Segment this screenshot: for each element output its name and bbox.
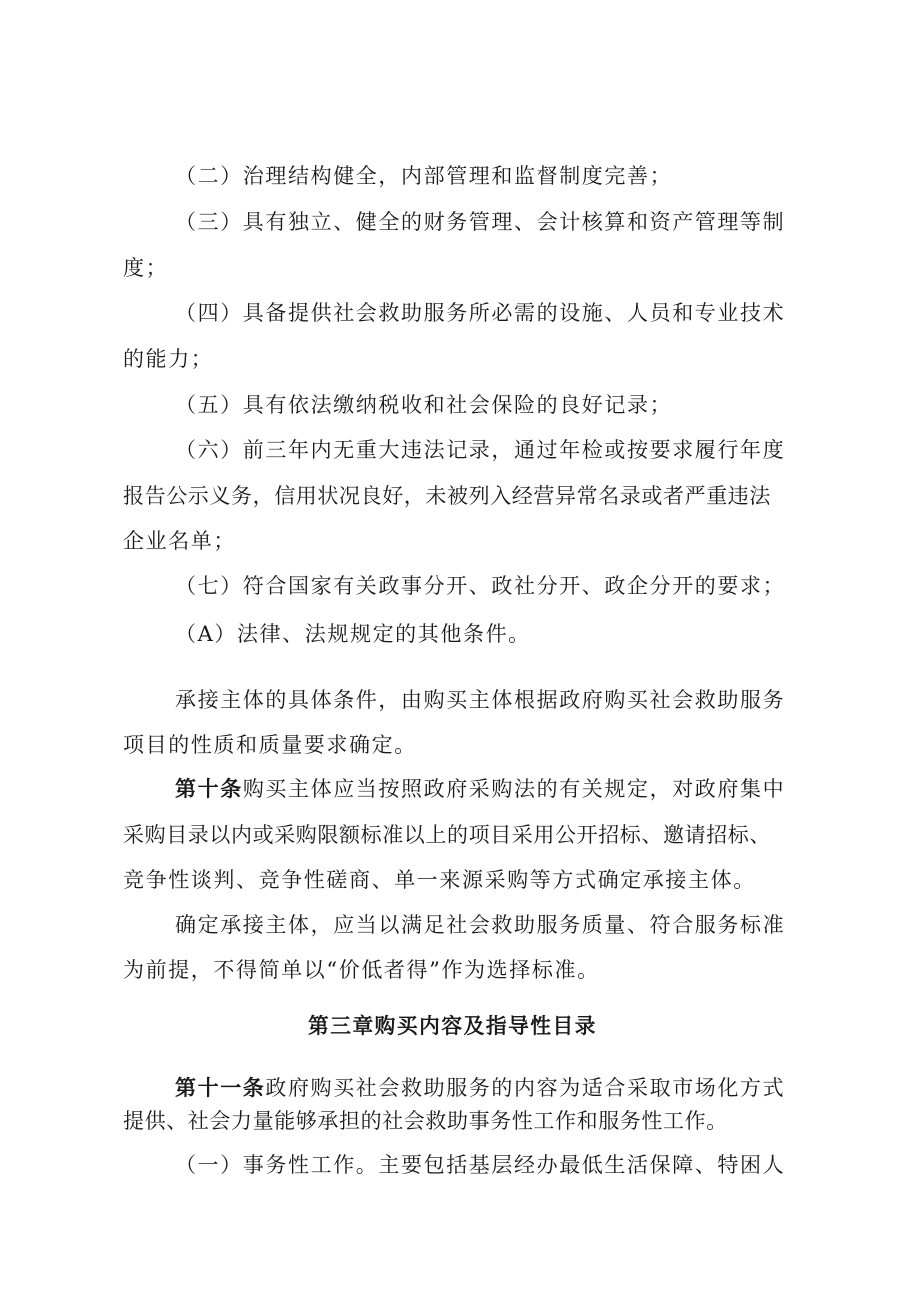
article-11-line-2: 提供、社会力量能够承担的社会救助事务性工作和服务性工作。 <box>123 1109 728 1133</box>
article-10-text: 购买主体应当按照政府采购法的有关规定，对政府集中 <box>242 777 786 801</box>
article-11-line-1 <box>175 1076 785 1100</box>
article-10-line-1 <box>175 777 785 801</box>
clause-5: （五）具有依法缴纳税收和社会保险的良好记录； <box>175 393 673 417</box>
clause-6-line-1: （六）前三年内无重大违法记录，通过年检或按要求履行年度 <box>175 438 786 462</box>
article-10-label: 第十条 <box>175 777 243 801</box>
conditions-paragraph-line-1: 承接主体的具体条件，由购买主体根据政府购买社会救助服务 <box>175 688 786 712</box>
clause-6-line-2: 报告公示义务，信用状况良好，未被列入经营异常名录或者严重违法 <box>123 484 771 508</box>
clause-2: （二）治理结构健全，内部管理和监督制度完善； <box>175 164 673 188</box>
determine-paragraph-line-2: 为前提，不得简单以“价低者得”作为选择标准。 <box>123 958 600 982</box>
clause-6-line-3: 企业名单； <box>123 529 236 553</box>
article-11-label: 第十一条 <box>175 1076 266 1100</box>
clause-4-line-2: 的能力； <box>123 347 214 371</box>
article-10-line-3: 竞争性谈判、竞争性磋商、单一来源采购等方式确定承接主体。 <box>123 868 756 892</box>
article-11-text: 政府购买社会救助服务的内容为适合采取市场化方式 <box>265 1076 786 1100</box>
clause-7: （七）符合国家有关政事分开、政社分开、政企分开的要求； <box>175 574 786 598</box>
sub-item-1: （一）事务性工作。主要包括基层经办最低生活保障、特困人 <box>175 1153 786 1177</box>
chapter-heading: 第三章购买内容及指导性目录 <box>307 1014 598 1038</box>
clause-3-line-1: （三）具有独立、健全的财务管理、会计核算和资产管理等制 <box>175 210 786 234</box>
article-10-line-2: 采购目录以内或采购限额标准以上的项目采用公开招标、邀请招标、 <box>123 823 771 847</box>
conditions-paragraph-line-2: 项目的性质和质量要求确定。 <box>123 733 417 757</box>
determine-paragraph-line-1: 确定承接主体，应当以满足社会救助服务质量、符合服务标准 <box>175 913 786 937</box>
clause-4-line-1: （四）具备提供社会救助服务所必需的设施、人员和专业技术 <box>175 301 786 325</box>
clause-3-line-2: 度； <box>123 256 169 280</box>
clause-8: （A）法律、法规规定的其他条件。 <box>175 622 531 646</box>
